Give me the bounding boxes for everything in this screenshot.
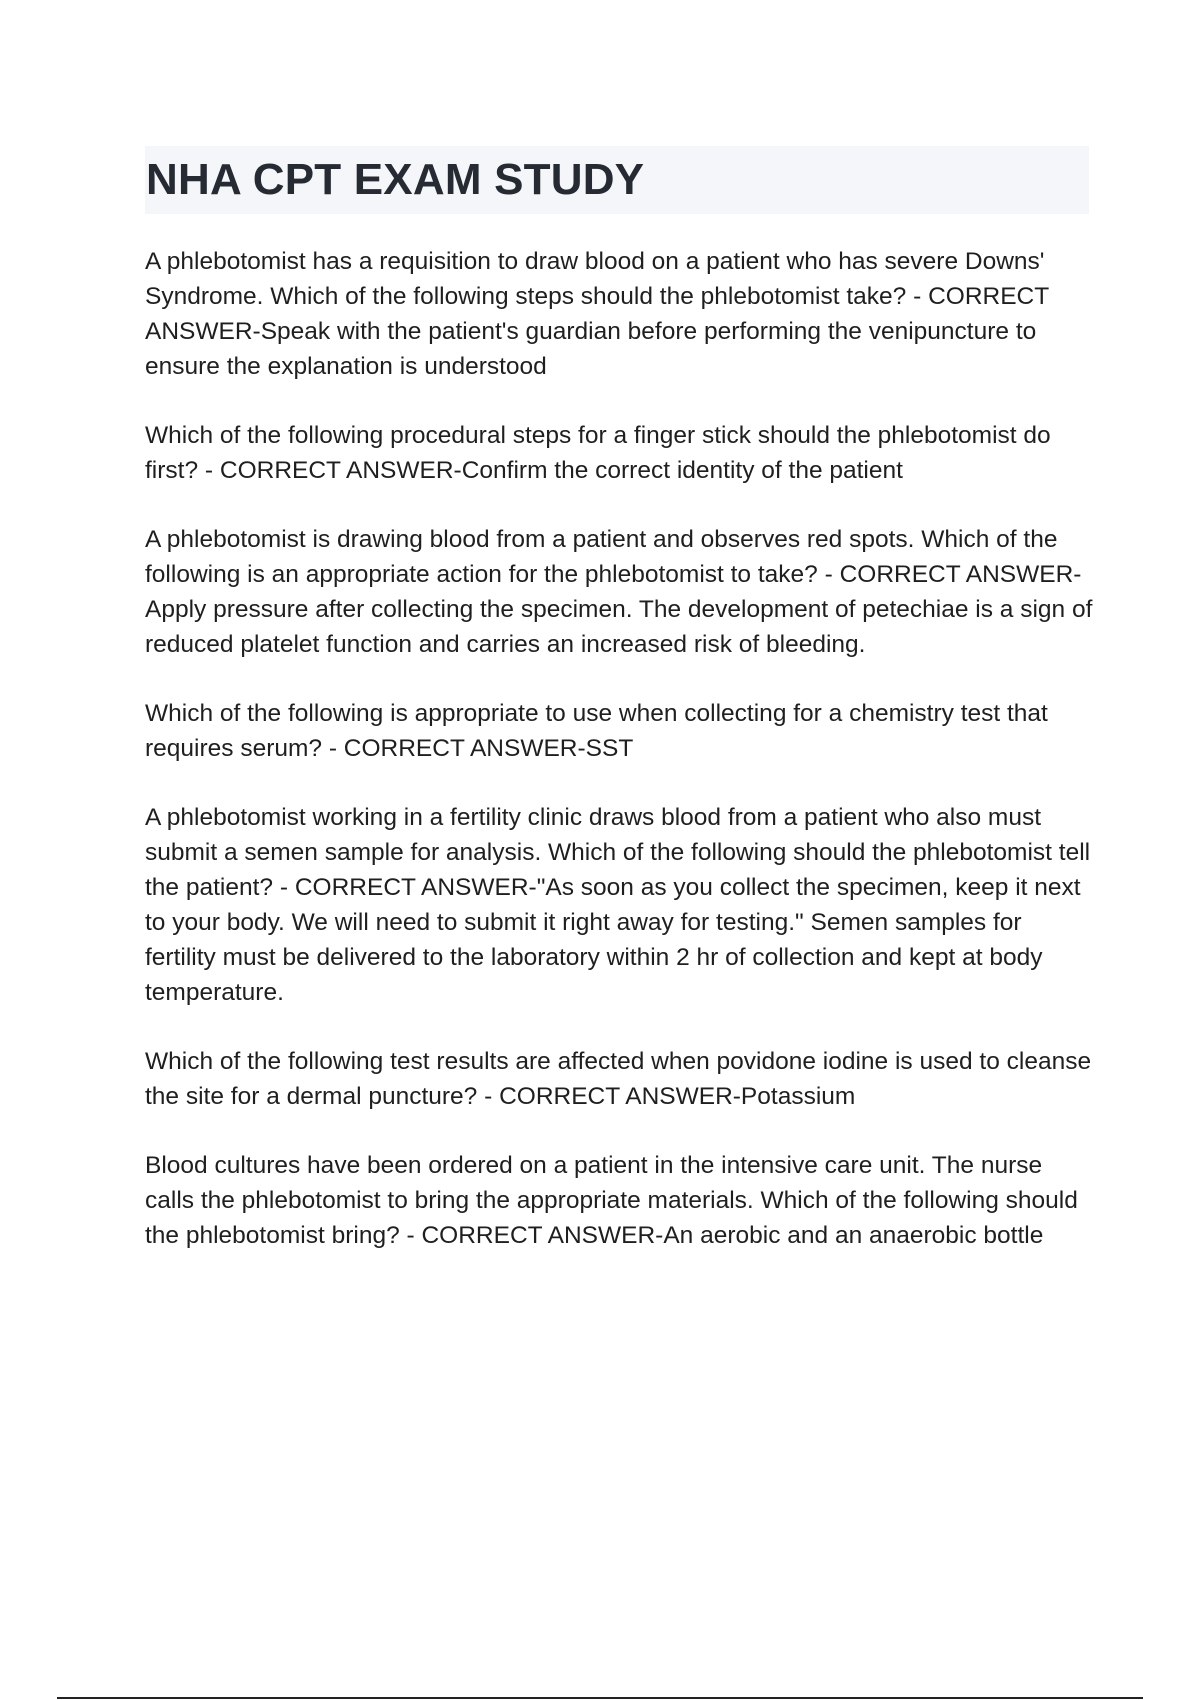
qa-item — [145, 418, 1095, 488]
qa-item — [145, 522, 1095, 662]
qa-item — [145, 800, 1095, 1010]
separator: - — [906, 283, 929, 310]
question-text: A phlebotomist is drawing blood from a patient and observes red spots. Which of the following is an appropriate action for the phlebotomist to take? — [145, 526, 1058, 588]
title-banner — [145, 146, 1089, 214]
answer-prefix: CORRECT ANSWER- — [499, 1083, 741, 1110]
page-title: NHA CPT EXAM STUDY — [146, 155, 645, 204]
answer-prefix: CORRECT ANSWER- — [145, 283, 1049, 345]
answer-prefix: CORRECT ANSWER- — [343, 735, 586, 762]
qa-item — [145, 1148, 1095, 1253]
separator: - — [273, 874, 295, 901]
footer-divider — [57, 1697, 1143, 1699]
question-text: A phlebotomist has a requisition to draw blood on a patient who has severe Downs' Syndrome. Which of the following steps should the phlebotomist take? — [145, 248, 1045, 310]
separator: - — [322, 735, 344, 762]
answer-text: "As soon as you collect the specimen, keep it next to your body. We will need to submit it right away for testing." Semen samples for fertility must be delivered to the laboratory within 2 hr of collection and kept at body temperature. — [145, 874, 1081, 1006]
question-text: Which of the following procedural steps for a finger stick should the phlebotomist do first? — [145, 422, 1051, 484]
answer-text: Potassium — [740, 1083, 856, 1110]
answer-prefix: CORRECT ANSWER- — [839, 561, 1082, 588]
answer-text: Apply pressure after collecting the specimen. The development of petechiae is a sign of reduced platelet function and carries an increased risk of bleeding. — [145, 596, 1093, 658]
qa-item — [145, 1044, 1095, 1114]
answer-prefix: CORRECT ANSWER- — [421, 1222, 664, 1249]
question-text: Which of the following is appropriate to use when collecting for a chemistry test that requires serum? — [145, 700, 1048, 762]
answer-text: An aerobic and an anaerobic bottle — [663, 1222, 1044, 1249]
question-text: Which of the following test results are affected when povidone iodine is used to cleanse the site for a dermal puncture? — [145, 1048, 1092, 1110]
question-text: Blood cultures have been ordered on a patient in the intensive care unit. The nurse calls the phlebotomist to bring the appropriate materials. Which of the following should the phlebotomist bring? — [145, 1152, 1078, 1249]
separator: - — [477, 1083, 500, 1110]
answer-text: Confirm the correct identity of the patient — [461, 457, 903, 484]
separator: - — [817, 561, 840, 588]
qa-item — [145, 696, 1095, 766]
answer-prefix: CORRECT ANSWER- — [219, 457, 462, 484]
answer-prefix: CORRECT ANSWER- — [294, 874, 537, 901]
question-text: A phlebotomist working in a fertility clinic draws blood from a patient who also must submit a semen sample for analysis. Which of the following should the phlebotomist tell the patient? — [145, 804, 1091, 901]
answer-text: Speak with the patient's guardian before performing the venipuncture to ensure the explanation is understood — [145, 318, 1037, 380]
answer-text: SST — [585, 735, 634, 762]
qa-item — [145, 244, 1095, 384]
separator: - — [198, 457, 220, 484]
separator: - — [399, 1222, 422, 1249]
qa-list — [145, 244, 1095, 1287]
